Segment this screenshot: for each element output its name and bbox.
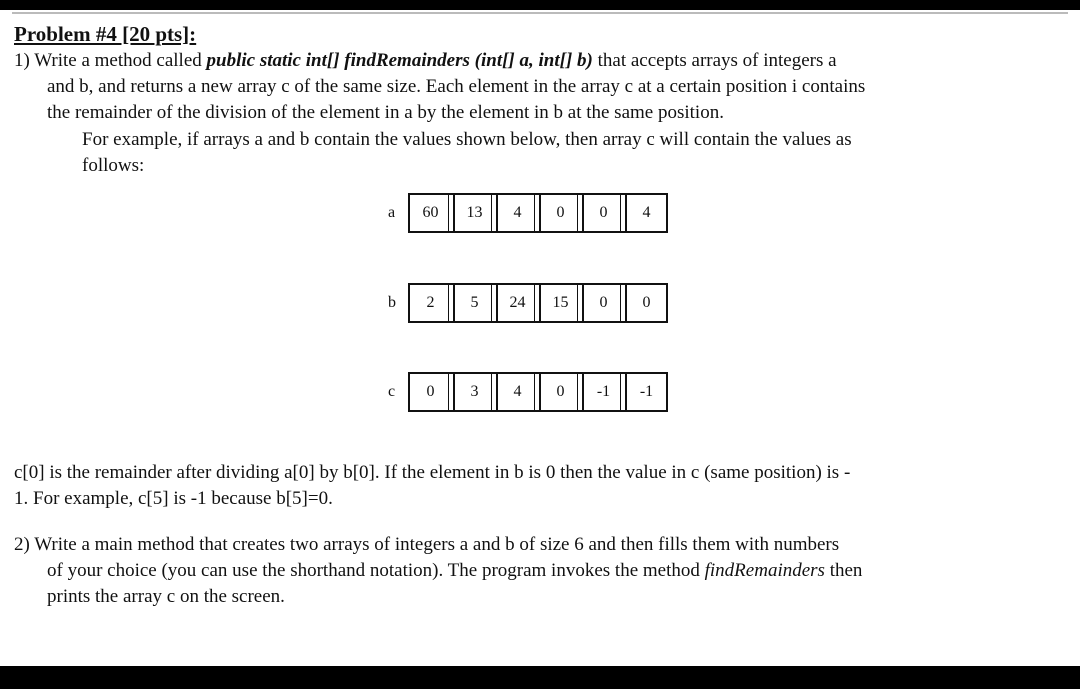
- array-label: c: [388, 383, 396, 400]
- part1-text: 1) Write a method called: [14, 50, 207, 71]
- array-cells: [408, 283, 668, 323]
- array-a-row: [388, 192, 668, 234]
- array-cell: 0: [539, 374, 580, 410]
- top-divider: [12, 12, 1068, 14]
- array-cell: 0: [582, 285, 623, 321]
- array-cell: -1: [625, 374, 666, 410]
- method-name: findRemainders: [704, 560, 825, 581]
- array-cell: 4: [496, 374, 537, 410]
- part1-text-end: that accepts arrays of integers a: [592, 50, 837, 71]
- part1-line4: For example, if arrays a and b contain the values shown below, then array c will contain the values as: [82, 129, 852, 150]
- array-cell: 13: [453, 195, 494, 231]
- array-b-row: [388, 282, 668, 324]
- explanation-line1: c[0] is the remainder after dividing a[0] by b[0]. If the element in b is 0 then the value in c (same position) is -: [14, 462, 851, 483]
- explanation-line2: 1. For example, c[5] is -1 because b[5]=0.: [14, 488, 333, 509]
- array-cell: 0: [426, 383, 435, 400]
- part2-text: of your choice (you can use the shorthand notation). The program invokes the method: [47, 560, 705, 581]
- part1-line5: follows:: [82, 155, 145, 176]
- array-cell: 15: [539, 285, 580, 321]
- array-cell: 2: [426, 294, 435, 311]
- array-cell: 4: [496, 195, 537, 231]
- array-c-row: [388, 371, 668, 413]
- part2-line2: [47, 558, 862, 584]
- array-cell: 3: [453, 374, 494, 410]
- array-cell: 5: [453, 285, 494, 321]
- array-cells: [408, 193, 668, 233]
- part1-line3: the remainder of the division of the element in a by the element in b at the same position.: [47, 102, 724, 123]
- array-cell: -1: [582, 374, 623, 410]
- part2-line1: 2) Write a main method that creates two arrays of integers a and b of size 6 and then fills them with numbers: [14, 534, 840, 555]
- part2-text-end: then: [824, 560, 863, 581]
- array-cells: [408, 372, 668, 412]
- array-label: b: [388, 294, 396, 311]
- array-cell: 4: [625, 195, 666, 231]
- part2-line3: prints the array c on the screen.: [47, 586, 285, 607]
- array-cell: 0: [582, 195, 623, 231]
- document-page: [0, 10, 1080, 666]
- array-cell: 0: [625, 285, 666, 321]
- array-cell: 24: [496, 285, 537, 321]
- array-label: a: [388, 204, 396, 221]
- part1-line1: [14, 48, 837, 74]
- method-signature: public static int[] findRemainders (int[] a, int[] b): [206, 50, 593, 71]
- problem-title: Problem #4 [20 pts]:: [14, 22, 197, 46]
- part1-line2: and b, and returns a new array c of the same size. Each element in the array c at a certain position i contains: [47, 76, 866, 97]
- array-cell: 60: [422, 204, 439, 221]
- array-cell: 0: [539, 195, 580, 231]
